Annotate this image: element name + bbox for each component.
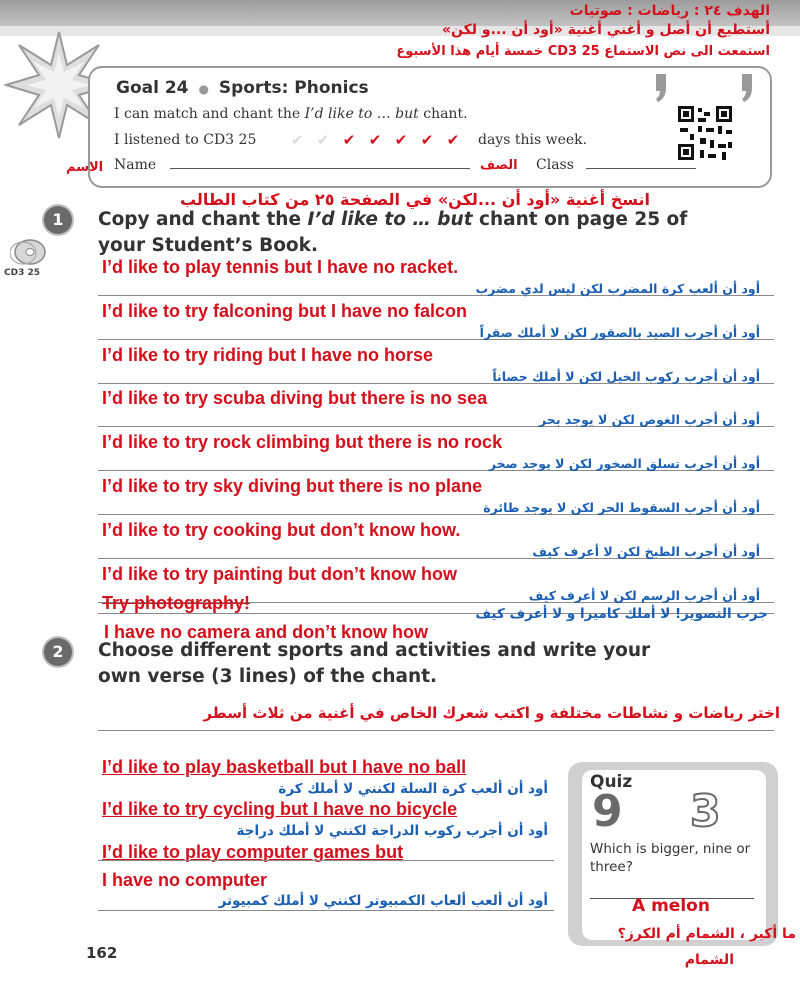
- name-label: Name: [114, 157, 157, 173]
- ex1-line-1: I’d like to play tennis but I have no racket.: [102, 257, 459, 277]
- ex2-rule-3: [98, 860, 554, 861]
- name-arabic: الاسم: [66, 160, 104, 175]
- ex2-line-4-arabic: أود أن ألعب ألعاب الكمبيوتر لكنني لا أملك كمبيوتر: [218, 893, 548, 909]
- page-number: 162: [86, 944, 118, 962]
- exercise-2-number: 2: [44, 638, 72, 666]
- listened-suffix: days this week.: [478, 132, 588, 148]
- quiz-title: Quiz: [590, 772, 633, 792]
- ex2-instruction-line1: Choose different sports and activities and write your: [98, 640, 651, 661]
- ex2-line-1-arabic: أود أن ألعب كرة السلة لكنني لا أملك كرة: [278, 781, 548, 797]
- goal-number: Goal 24: [116, 78, 189, 98]
- can-do-prefix: I can match and chant the: [114, 106, 305, 122]
- arabic-can-do: أستطيع أن أصل و أغني أغنية «أود أن ...و لكن»: [441, 22, 770, 38]
- quote-marks-icon: [650, 72, 760, 106]
- quiz-digit-three: 3: [690, 786, 721, 837]
- ex1-line-4-arabic: أود أن أجرب الغوص لكن لا يوجد بحر: [539, 412, 760, 428]
- ex1-line-4: I’d like to try scuba diving but there is no sea: [102, 388, 488, 409]
- ex1-line-2: I’d like to try falconing but I have no falcon: [102, 300, 468, 321]
- ex2-line-3: I’d like to play computer games but: [102, 842, 404, 862]
- name-field[interactable]: [170, 168, 470, 169]
- ex1-arabic-instruction: انسخ أغنية «أود أن ...لكن» في الصفحة ٢٥ من كتاب الطالب: [179, 190, 650, 209]
- arabic-listened: استمعت الى نص الاستماع CD3 25 خمسة أيام هذا الأسبوع: [396, 44, 770, 59]
- ex1-line-7: I’d like to try cooking but don’t know how.: [102, 519, 461, 540]
- listened-prefix: I listened to CD3 25: [114, 132, 257, 148]
- ex2-rule-0: [98, 730, 774, 731]
- cd-label: CD3 25: [4, 268, 40, 278]
- ex1-line-7-arabic: أود أن أجرب الطبخ لكن لا أعرف كيف: [532, 543, 760, 559]
- goal-can-do: [114, 106, 468, 122]
- ex1-extra-arabic: جرب التصوير! لا أملك كاميرا و لا أعرف كيف: [475, 606, 768, 622]
- tick-day-4[interactable]: ✔: [368, 131, 382, 149]
- ex1-instruction-italic: I’d like to … but: [307, 209, 473, 230]
- ex1-line-3: I’d like to try riding but I have no horse: [102, 344, 434, 365]
- ex1-extra-last: I have no camera and don’t know how: [104, 622, 429, 642]
- tick-day-1[interactable]: ✔: [290, 131, 304, 149]
- listened-ticks: [286, 131, 464, 149]
- ex1-line-6: I’d like to try sky diving but there is no plane: [102, 476, 483, 496]
- ex1-line-5-arabic: أود أن أجرب تسلق الصخور لكن لا يوجد صخر: [488, 456, 760, 472]
- can-do-suffix: chant.: [418, 106, 468, 122]
- class-field[interactable]: [586, 168, 696, 169]
- ex2-line-2-arabic: أود أن أجرب ركوب الدراجة لكنني لا أملك دراجة: [236, 823, 548, 839]
- quiz-answer: A melon: [632, 896, 710, 916]
- goal-subtitle: Sports: Phonics: [218, 78, 369, 98]
- ex2-line-1: I’d like to play basketball but I have no ball: [102, 757, 467, 777]
- quiz-arabic-question: ما أكبر ، الشمام أم الكرز؟: [617, 926, 796, 942]
- ex2-arabic-instruction: اختر رياضات و نشاطات مختلفة و اكتب شعرك الخاص في أغنية من ثلاث أسطر: [203, 704, 780, 722]
- goal-bullet: ●: [198, 82, 209, 96]
- ex1-instruction-part2: chant on page 25 of: [472, 209, 688, 230]
- tick-day-5[interactable]: ✔: [394, 131, 408, 149]
- arabic-goal-title: الهدف ٢٤ : رياضات : صوتيات: [569, 3, 770, 19]
- cd-icon: [10, 238, 46, 266]
- class-label: Class: [536, 157, 574, 173]
- ex1-instruction: [98, 206, 687, 234]
- quiz-arabic-answer: الشمام: [684, 952, 734, 968]
- ex1-line-6-arabic: أود أن أجرب السقوط الحر لكن لا يوجد طائرة: [483, 500, 760, 515]
- exercise-1-number: 1: [44, 206, 72, 234]
- ex2-rule-4: [98, 910, 554, 911]
- qr-code-icon: [676, 104, 734, 162]
- ex2-line-4: I have no computer: [102, 870, 268, 890]
- tick-day-6[interactable]: ✔: [420, 131, 434, 149]
- quiz-question: Which is bigger, nine or three?: [590, 841, 751, 875]
- ex1-line-3-arabic: أود أن أجرب ركوب الخيل لكن لا أملك حصاناً: [492, 368, 760, 384]
- ex1-line-5: I’d like to try rock climbing but there is no rock: [102, 432, 503, 453]
- ex2-instruction-line2: own verse (3 lines) of the chant.: [98, 666, 438, 687]
- quiz-digit-nine: 9: [592, 786, 623, 837]
- tick-day-2[interactable]: ✔: [316, 131, 330, 149]
- can-do-italic: I’d like to … but: [304, 106, 419, 122]
- ex1-line-8: I’d like to try painting but don’t know how: [102, 563, 457, 584]
- goal-title: [116, 78, 369, 98]
- ex1-line-1-arabic: أود أن ألعب كرة المضرب لكن ليس لدي مضرب: [475, 281, 760, 296]
- ex1-instruction-part1: Copy and chant the: [98, 209, 308, 230]
- tick-day-7[interactable]: ✔: [446, 131, 460, 149]
- ex2-line-2: I’d like to try cycling but I have no bicycle: [102, 799, 458, 819]
- ex1-line-8-arabic: أود أن أجرب الرسم لكن لا أعرف كيف: [528, 587, 760, 603]
- ex1-instruction-line2: your Student’s Book.: [98, 235, 318, 256]
- class-arabic: الصف: [480, 158, 518, 173]
- ex1-line-2-arabic: أود أن أجرب الصيد بالصقور لكن لا أملك صقراً: [479, 324, 760, 340]
- ex1-extra-strike: Try photography!: [102, 593, 250, 613]
- tick-day-3[interactable]: ✔: [342, 131, 356, 149]
